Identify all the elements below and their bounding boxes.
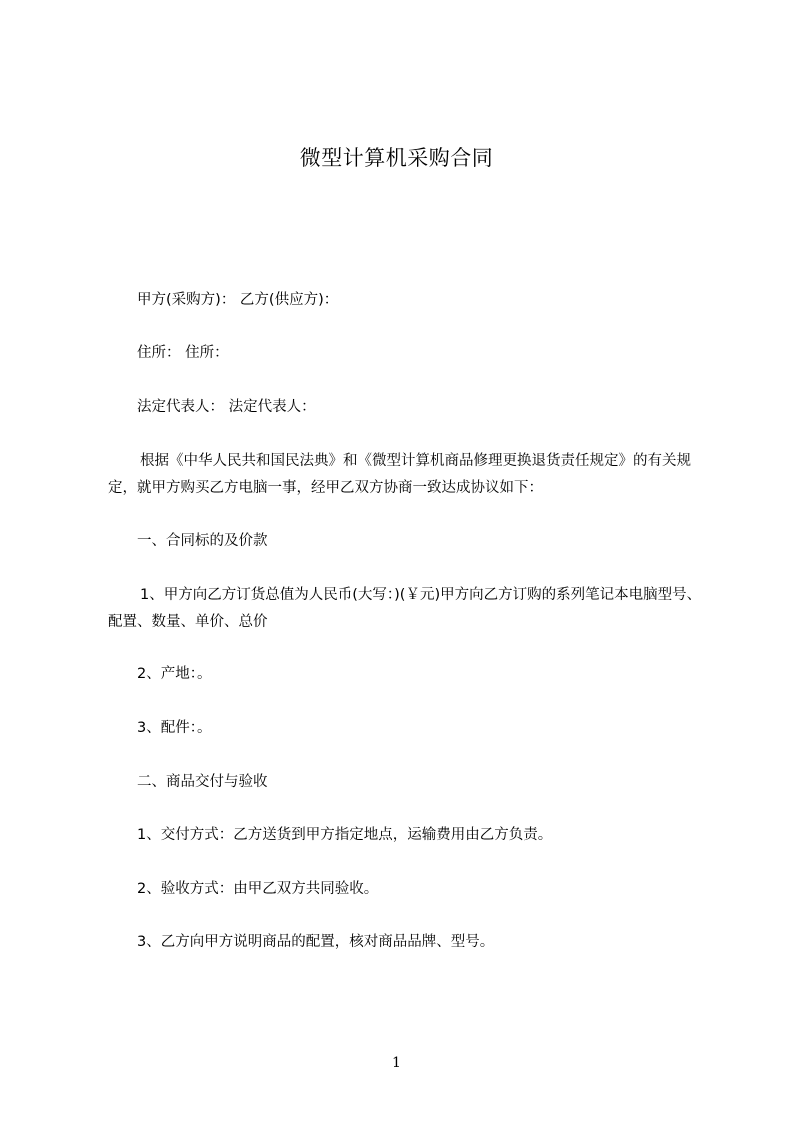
page-number: 1 [392,1055,401,1071]
document-title: 微型计算机采购合同 [299,146,494,170]
party-line: 甲方(采购方)： 乙方(供应方)： [137,292,339,308]
section2-item2: 2、验收方式：由甲乙双方共同验收。 [137,881,379,897]
section2-item1: 1、交付方式：乙方送货到甲方指定地点，运输费用由乙方负责。 [137,827,553,843]
preamble-text: 根据《中华人民共和国民法典》和《微型计算机商品修理更换退货责任规定》的有关规定，就甲方购买乙方电脑一事，经甲乙双方协商一致达成协议如下： [108,453,691,496]
section2-heading: 二、商品交付与验收 [137,774,268,790]
section2-item3: 3、乙方向甲方说明商品的配置，核对商品品牌、型号。 [137,934,495,950]
section1-item1 [108,582,708,636]
section1-heading: 一、合同标的及价款 [137,533,268,549]
address-line: 住所： 住所： [137,345,229,361]
section1-item2: 2、产地：。 [137,666,212,682]
preamble-paragraph [108,448,708,502]
representative-line: 法定代表人： 法定代表人： [137,399,316,415]
section1-item3: 3、配件：。 [137,720,212,736]
section1-item1-text: 1、甲方向乙方订货总值为人民币(大写：)(￥元)甲方向乙方订购的系列笔记本电脑型号、配置、数量、单价、总价 [108,587,702,630]
